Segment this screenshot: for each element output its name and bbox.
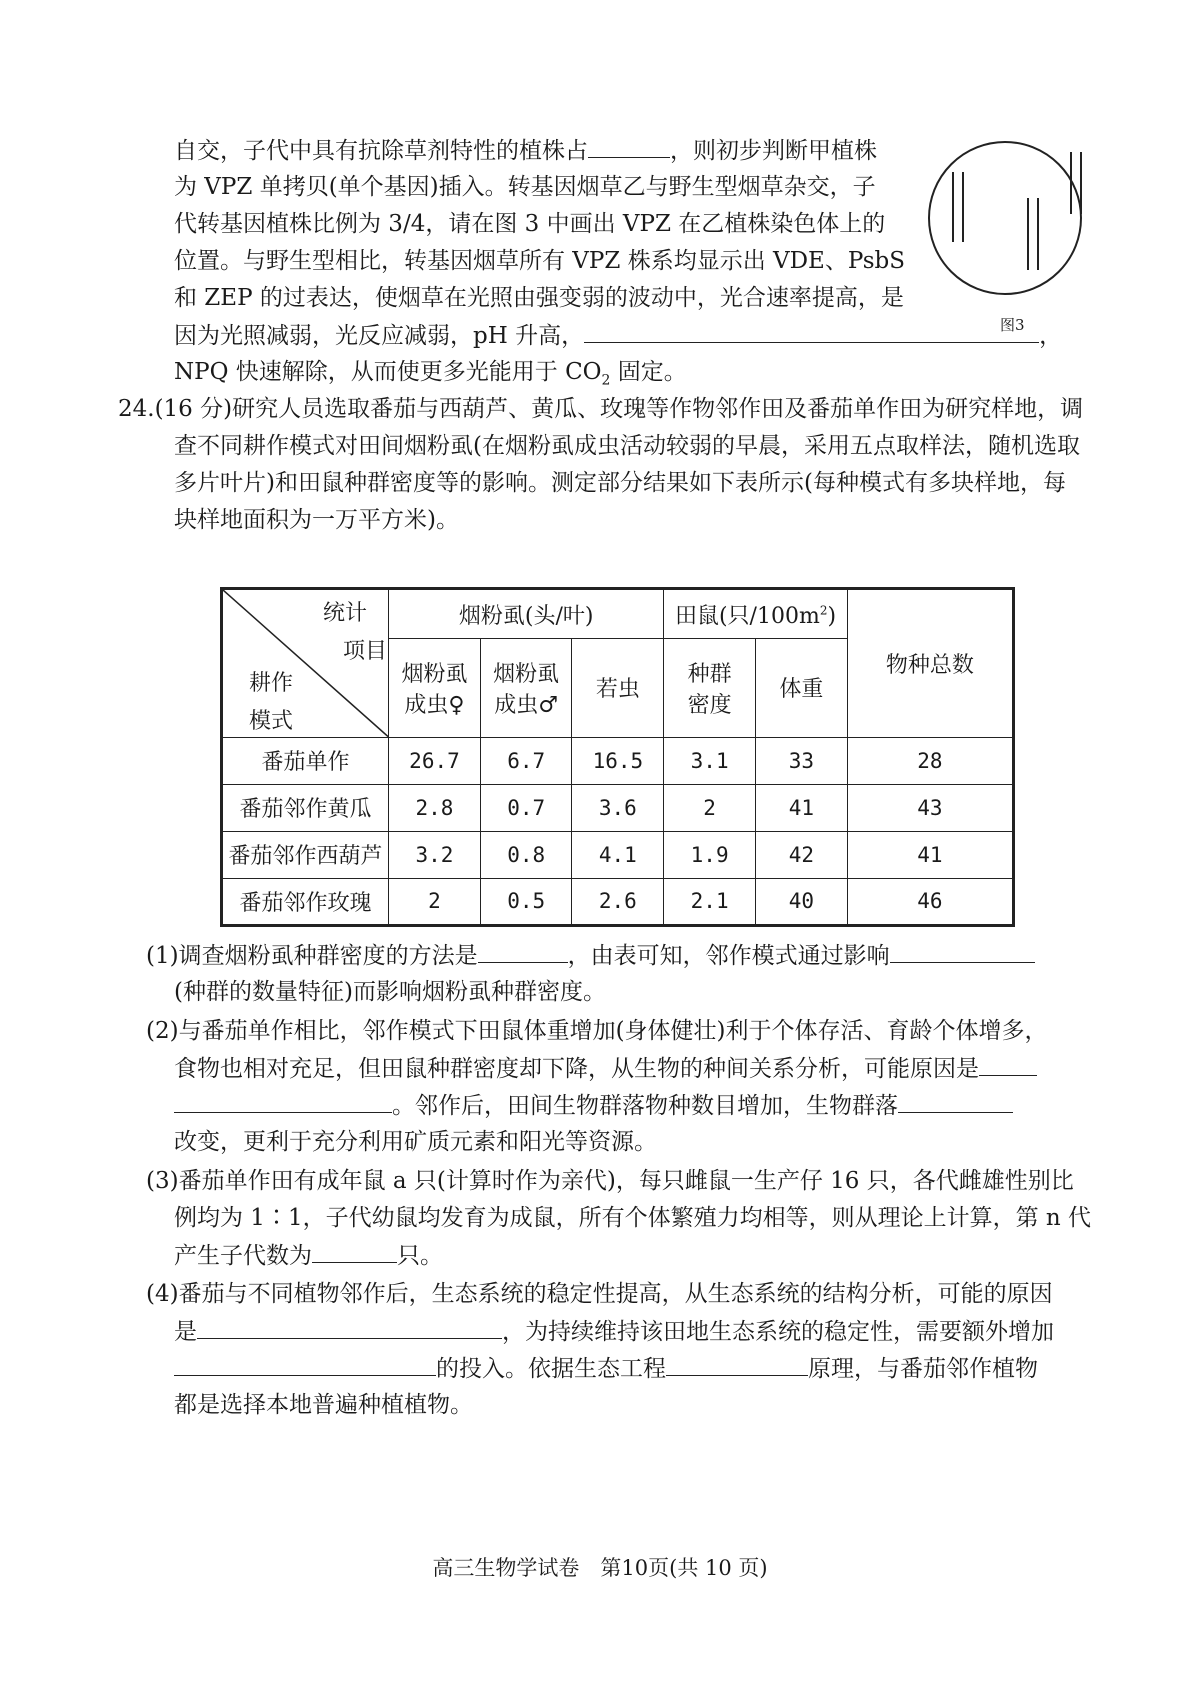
answer-blank[interactable] bbox=[174, 1090, 392, 1113]
row-mode: 番茄邻作西葫芦 bbox=[222, 831, 389, 878]
intro-line-7-a: NPQ 快速解除，从而使更多光能用于 CO bbox=[174, 359, 602, 385]
cell-female: 26.7 bbox=[389, 737, 481, 784]
header-adult-female-b: 成虫♀ bbox=[404, 692, 465, 718]
cell-female: 2 bbox=[389, 878, 481, 925]
corner-label-c: 耕作 bbox=[249, 671, 294, 696]
figure-3-caption: 图3 bbox=[1000, 316, 1025, 334]
answer-blank[interactable] bbox=[478, 940, 568, 963]
corner-label-d: 模式 bbox=[249, 709, 294, 734]
q3-line-2: 例均为 1∶1，子代幼鼠均发育为成鼠，所有个体繁殖力均相等，则从理论上计算，第 n 代 bbox=[174, 1205, 1092, 1231]
data-table bbox=[220, 587, 1015, 927]
superscript-2: 2 bbox=[819, 603, 828, 618]
intro-line-6-a: 因为光照减弱，光反应减弱，pH 升高， bbox=[174, 323, 585, 349]
answer-blank[interactable] bbox=[979, 1053, 1037, 1076]
header-nymph: 若虫 bbox=[572, 639, 664, 737]
table-row bbox=[222, 737, 1014, 784]
cell-species: 41 bbox=[847, 831, 1013, 878]
q2-line-4: 改变，更利于充分利用矿质元素和阳光等资源。 bbox=[174, 1129, 657, 1155]
header-adult-male-a: 烟粉虱 bbox=[493, 661, 560, 687]
cell-density: 2 bbox=[664, 784, 756, 831]
row-mode: 番茄邻作黄瓜 bbox=[222, 784, 389, 831]
answer-blank[interactable] bbox=[197, 1316, 502, 1339]
q24-line-1: 24.(16 分)研究人员选取番茄与西葫芦、黄瓜、玫瑰等作物邻作田及番茄单作田为研究样地，调 bbox=[118, 396, 1084, 422]
cell-density: 1.9 bbox=[664, 831, 756, 878]
q4-text-c: ，为持续维持该田地生态系统的稳定性，需要额外增加 bbox=[502, 1319, 1054, 1345]
q24-line-4: 块样地面积为一万平方米)。 bbox=[174, 507, 459, 533]
cell-weight: 41 bbox=[756, 784, 848, 831]
header-vole bbox=[664, 589, 848, 639]
cell-female: 2.8 bbox=[389, 784, 481, 831]
corner-label-b: 项目 bbox=[343, 639, 388, 664]
cell-nymph: 4.1 bbox=[572, 831, 664, 878]
answer-blank[interactable] bbox=[584, 320, 1039, 343]
table-row bbox=[222, 878, 1014, 925]
cell-male: 0.5 bbox=[480, 878, 572, 925]
q3-line-3 bbox=[174, 1240, 443, 1271]
cell-density: 2.1 bbox=[664, 878, 756, 925]
q4-line-4: 都是选择本地普遍种植植物。 bbox=[174, 1392, 473, 1418]
q4-line-3 bbox=[174, 1353, 1038, 1384]
cell-species: 28 bbox=[847, 737, 1013, 784]
row-mode: 番茄邻作玫瑰 bbox=[222, 878, 389, 925]
table-row bbox=[222, 784, 1014, 831]
header-whitefly: 烟粉虱(头/叶) bbox=[389, 589, 664, 639]
answer-blank[interactable] bbox=[898, 1090, 1013, 1113]
header-pop-density-b: 密度 bbox=[687, 692, 732, 718]
header-adult-female bbox=[389, 639, 481, 737]
corner-label-a: 统计 bbox=[323, 601, 368, 626]
q4-text-e: 原理，与番茄邻作植物 bbox=[808, 1356, 1038, 1382]
cell-nymph: 16.5 bbox=[572, 737, 664, 784]
q2-text-c: 。邻作后，田间生物群落物种数目增加，生物群落 bbox=[392, 1093, 898, 1119]
row-mode: 番茄单作 bbox=[222, 737, 389, 784]
intro-line-5: 和 ZEP 的过表达，使烟草在光照由强变弱的波动中，光合速率提高，是 bbox=[174, 285, 904, 311]
answer-blank[interactable] bbox=[312, 1240, 397, 1263]
intro-line-6-b: ， bbox=[1039, 323, 1063, 349]
cell-male: 0.8 bbox=[480, 831, 572, 878]
cell-weight: 40 bbox=[756, 878, 848, 925]
q1-line-2: (种群的数量特征)而影响烟粉虱种群密度。 bbox=[174, 979, 606, 1005]
intro-line-1-a: 自交，子代中具有抗除草剂特性的植株占 bbox=[174, 138, 588, 164]
figure-3-chromosome-circle[interactable] bbox=[925, 130, 1085, 310]
header-pop-density-a: 种群 bbox=[687, 661, 732, 687]
q3-text-d: 只。 bbox=[397, 1243, 443, 1269]
cell-circle bbox=[929, 142, 1081, 294]
cell-male: 0.7 bbox=[480, 784, 572, 831]
header-adult-female-a: 烟粉虱 bbox=[401, 661, 468, 687]
q2-line-2 bbox=[174, 1053, 1037, 1084]
q24-line-3: 多片叶片)和田鼠种群密度等的影响。测定部分结果如下表所示(每种模式有多块样地，每 bbox=[174, 470, 1066, 496]
cell-weight: 33 bbox=[756, 737, 848, 784]
answer-blank[interactable] bbox=[174, 1353, 436, 1376]
page-footer: 高三生物学试卷 第10页(共 10 页) bbox=[432, 1556, 768, 1580]
intro-line-3: 代转基因植株比例为 3/4，请在图 3 中画出 VPZ 在乙植株染色体上的 bbox=[174, 211, 886, 237]
header-vole-b: ) bbox=[827, 603, 837, 629]
q4-text-d: 的投入。依据生态工程 bbox=[436, 1356, 666, 1382]
cell-species: 43 bbox=[847, 784, 1013, 831]
header-pop-density bbox=[664, 639, 756, 737]
answer-blank[interactable] bbox=[588, 135, 670, 158]
q1-text-a: (1)调查烟粉虱种群密度的方法是 bbox=[146, 943, 478, 969]
cell-male: 6.7 bbox=[480, 737, 572, 784]
subscript-2: 2 bbox=[601, 372, 611, 389]
q2-text-b: 食物也相对充足，但田鼠种群密度却下降，从生物的种间关系分析，可能原因是 bbox=[174, 1056, 979, 1082]
q3-line-1: (3)番茄单作田有成年鼠 a 只(计算时作为亲代)，每只雌鼠一生产仔 16 只，各代雌雄性别比 bbox=[146, 1168, 1074, 1194]
q4-line-1: (4)番茄与不同植物邻作后，生态系统的稳定性提高，从生态系统的结构分析，可能的原因 bbox=[146, 1281, 1053, 1307]
answer-blank[interactable] bbox=[890, 940, 1035, 963]
q24-line-2: 查不同耕作模式对田间烟粉虱(在烟粉虱成虫活动较弱的早晨，采用五点取样法，随机选取 bbox=[174, 433, 1080, 459]
intro-line-7 bbox=[174, 357, 687, 396]
q2-line-1: (2)与番茄单作相比，邻作模式下田鼠体重增加(身体健壮)利于个体存活、育龄个体增多， bbox=[146, 1018, 1048, 1044]
intro-line-1 bbox=[174, 135, 877, 166]
intro-line-1-b: ，则初步判断甲植株 bbox=[670, 138, 877, 164]
header-body-weight: 体重 bbox=[756, 639, 848, 737]
header-adult-male-b: 成虫♂ bbox=[494, 692, 559, 718]
cell-nymph: 3.6 bbox=[572, 784, 664, 831]
q4-text-b: 是 bbox=[174, 1319, 197, 1345]
cell-species: 46 bbox=[847, 878, 1013, 925]
cell-nymph: 2.6 bbox=[572, 878, 664, 925]
q1-text-b: ，由表可知，邻作模式通过影响 bbox=[567, 943, 890, 969]
intro-line-7-b: 固定。 bbox=[610, 359, 687, 385]
q3-text-c: 产生子代数为 bbox=[174, 1243, 312, 1269]
intro-line-6 bbox=[174, 320, 1062, 351]
table-row bbox=[222, 831, 1014, 878]
header-species-total: 物种总数 bbox=[847, 589, 1013, 738]
cell-density: 3.1 bbox=[664, 737, 756, 784]
cell-female: 3.2 bbox=[389, 831, 481, 878]
header-adult-male bbox=[480, 639, 572, 737]
q4-line-2 bbox=[174, 1316, 1054, 1347]
intro-line-2: 为 VPZ 单拷贝(单个基因)插入。转基因烟草乙与野生型烟草杂交，子 bbox=[174, 174, 876, 200]
q1-line-1 bbox=[146, 940, 1035, 971]
q2-line-3 bbox=[174, 1090, 1013, 1121]
answer-blank[interactable] bbox=[666, 1353, 808, 1376]
intro-line-4: 位置。与野生型相比，转基因烟草所有 VPZ 株系均显示出 VDE、PsbS bbox=[174, 248, 905, 274]
cell-weight: 42 bbox=[756, 831, 848, 878]
table-corner-cell bbox=[222, 589, 389, 738]
header-vole-a: 田鼠(只/100m bbox=[674, 603, 820, 629]
